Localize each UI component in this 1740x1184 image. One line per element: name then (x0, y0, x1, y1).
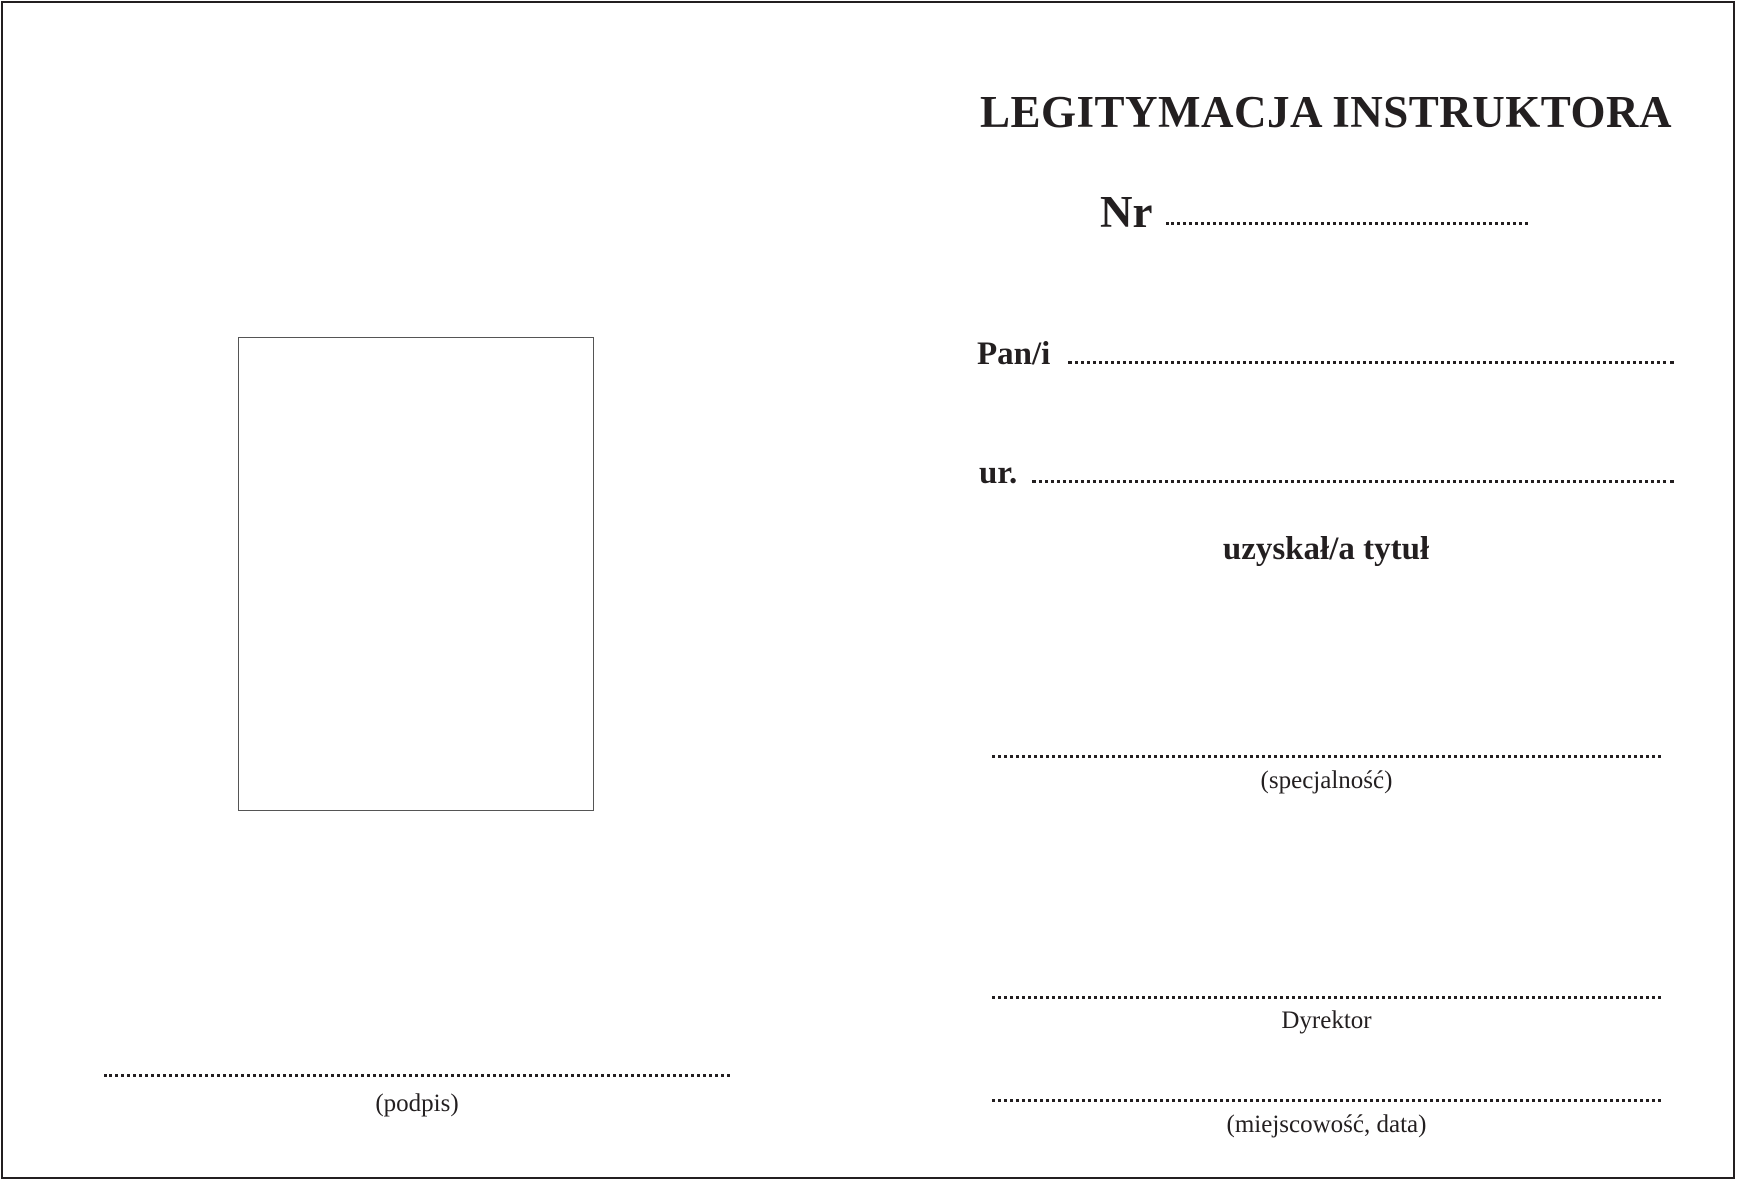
number-label: Nr (1100, 187, 1153, 237)
director-dotted-line[interactable] (992, 996, 1661, 999)
birth-label: ur. (979, 455, 1018, 491)
place-date-dotted-line[interactable] (992, 1099, 1661, 1102)
holder-dotted-line[interactable] (1068, 361, 1674, 364)
document-title: LEGITYMACJA INSTRUKTORA (979, 87, 1673, 137)
photo-placeholder (238, 337, 594, 811)
obtained-title-text: uzyskał/a tytuł (1222, 531, 1430, 567)
holder-label: Pan/i (977, 336, 1051, 372)
specialty-dotted-line[interactable] (992, 755, 1661, 758)
director-caption: Dyrektor (1281, 1007, 1372, 1034)
number-dotted-line[interactable] (1166, 222, 1528, 225)
specialty-caption: (specjalność) (1260, 767, 1393, 794)
birth-dotted-line[interactable] (1032, 480, 1674, 483)
signature-dotted-line[interactable] (104, 1074, 730, 1077)
place-date-caption: (miejscowość, data) (1226, 1111, 1427, 1138)
signature-caption: (podpis) (375, 1090, 459, 1117)
